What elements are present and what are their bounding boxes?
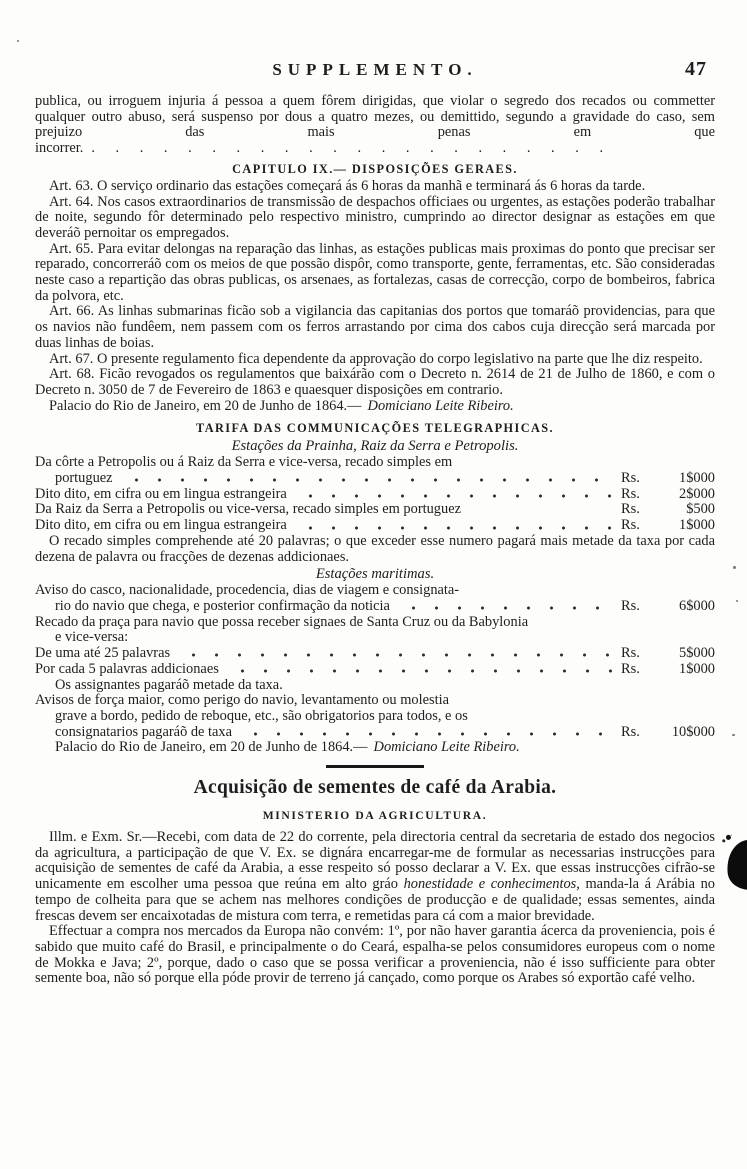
tariff-row (35, 646, 715, 662)
currency-label: Rs. (621, 723, 640, 740)
price-value: 2$000 (679, 485, 715, 502)
tariff-row (35, 455, 715, 471)
price-value: 1$000 (679, 517, 715, 534)
tariff-heading: TARIFA DAS COMMUNICAÇÕES TELEGRAPHICAS. (196, 421, 554, 436)
currency-label: Rs. (621, 660, 640, 677)
tariff-row (35, 518, 715, 534)
tariff-row (35, 502, 715, 518)
tariff-row-text: consignatarios pagaráõ de taxa (55, 723, 233, 740)
page-number: 47 (685, 58, 707, 80)
currency-label: Rs. (621, 501, 640, 518)
tariff-row (35, 693, 715, 709)
tariff-row-text: Da Raiz da Serra a Petropolis ou vice-versa, recado simples em portuguez (35, 501, 461, 518)
price-value: 5$000 (679, 645, 715, 662)
page-title: SUPPLEMENTO. (272, 60, 478, 79)
tariff-row-text: Dito dito, em cifra ou em lingua estrangeira (35, 517, 287, 534)
tariff-row (35, 487, 715, 503)
tariff-row-text: Recado da praça para navio que possa receber signaes de Santa Cruz ou da Babylonia (35, 613, 529, 630)
currency-label: Rs. (621, 485, 640, 502)
signature-name: Domiciano Leite Ribeiro. (367, 397, 514, 414)
dot-leader (229, 667, 615, 676)
tariff-row-text: Da côrte a Petropolis ou á Raiz da Serra e vice-versa, recado simples em (35, 454, 453, 471)
ministry-heading: MINISTERIO DA AGRICULTURA. (262, 809, 488, 823)
price-value: $500 (686, 501, 715, 518)
dot-leader (242, 729, 615, 738)
currency-label: Rs. (621, 517, 640, 534)
body-paragraph: Effectuar a compra nos mercados da Europa não convém: 1º, por não haver garantia ácerca da proveniencia, pois é sabido que muito café do Brasil, e principalmente o do Ceará, espalha-se pelos consumidores europeus com o nome de Mokka e Java; 2º, porque, dado o caso que se possa verificar a proveniencia, não é isso sufficiente para obter semente boa, não só porque ella póde provir de terreno já cançado, como porque os Arabes só exportão café velho. (35, 923, 715, 987)
scan-speck (17, 40, 19, 42)
article-65: Art. 65. Para evitar delongas na reparação das linhas, as estações publicas mais proximas do ponto que precisar ser reparado, concorreráõ com os meios de que possão dispôr, como transporte, gente, ferramentas, etc. São consideradas neste caso a repartição das obras publicas, os arsenaes, as fortalezas, casas de correcção, corpo de bombeiros, fabrica da polvora, etc. (35, 240, 715, 304)
tariff-row-text: Por cada 5 palavras addicionaes (35, 660, 219, 677)
paragraph-text: manda-la á Arábia no tempo de colheita para que se achem nas melhores condições de producção e de qualidade; essas sementes, ainda frescas devem ser encaixotadas de mistura com terra, e remetidas para cá com a maior brevidade. (35, 876, 715, 924)
scan-speck (732, 734, 735, 736)
tariff-stations-subheading: Estações da Prainha, Raiz da Serra e Petropolis. (231, 438, 519, 455)
tariff-row (35, 662, 715, 678)
price-value: 6$000 (679, 597, 715, 614)
currency-label: Rs. (621, 597, 640, 614)
tariff-row-text: De uma até 25 palavras (35, 645, 171, 662)
article-63: Art. 63. O serviço ordinario das estações começará ás 6 horas da manhã e terminará ás 6 horas da tarde. (49, 177, 646, 194)
chapter-heading: CAPITULO IX.— DISPOSIÇÕES GERAES. (232, 161, 518, 176)
tariff-row-text: Os assignantes pagaráõ metade da taxa. (55, 676, 283, 693)
tariff-row (35, 471, 715, 487)
tariff-row (35, 599, 715, 615)
tariff-row (35, 630, 715, 646)
section-divider-rule (326, 765, 424, 768)
tariff-row-text: Dito dito, em cifra ou em lingua estrangeira (35, 485, 287, 502)
tariff-row-text: Avisos de força maior, como perigo do navio, levantamento ou molestia (35, 692, 449, 709)
tariff-note: O recado simples comprehende até 20 palavras; o que exceder esse numero pagará mais metade da taxa por cada dezena de palavra ou fracções de dezenas addicionaes. (35, 532, 715, 565)
article-66: Art. 66. As linhas submarinas ficão sob a vigilancia das capitanias dos portos que tomaráõ providencias, para que os navios não fundêem, nem passem com os ferros arrastando por cima dos cabos cuja direcção será marcada por duas linhas de boias. (35, 303, 715, 351)
ink-blot-artifact (724, 840, 747, 892)
article-64: Art. 64. Nos casos extraordinarios de transmissão de despachos officiaes ou urgentes, as estações poderão trabalhar de noite, segundo fôr determinado pelo respectivo ministro, cumprindo ao director designar as estações em que deveráõ pernoitar os empregados. (35, 193, 715, 241)
tariff-row-text: rio do navio que chega, e posterior confirmação da noticia (55, 597, 390, 614)
tariff-row (35, 678, 715, 694)
maritime-table (35, 583, 715, 740)
tariff-row-text: Aviso do casco, nacionalidade, procedencia, dias de viagem e consignata- (35, 582, 460, 599)
dot-leader (123, 476, 615, 485)
signature-name: Domiciano Leite Ribeiro. (373, 739, 520, 756)
dot-leader (400, 604, 615, 613)
dot-leader (297, 491, 615, 500)
tariff-row (35, 709, 715, 725)
intro-paragraph (35, 94, 715, 157)
dot-leader-trailer: . . . . . . . . . . . . . . . . . . . . . . (91, 140, 604, 157)
tariff-table (35, 455, 715, 534)
currency-label: Rs. (621, 645, 640, 662)
signature-line (35, 399, 715, 415)
tariff-row (35, 615, 715, 631)
spacer (471, 507, 615, 516)
tariff-row-text: portuguez (55, 470, 113, 487)
dot-leader (297, 523, 615, 532)
signature-place-date: Palacio do Rio de Janeiro, em 20 de Junho de 1864.— (55, 739, 368, 756)
body-paragraph (35, 830, 715, 924)
paragraph-italic-text: honestidade e conhecimentos, (403, 876, 580, 893)
tariff-row (35, 583, 715, 599)
price-value: 1$000 (679, 470, 715, 487)
article-title: Acquisição de sementes de café da Arabia. (193, 777, 557, 799)
tariff-row-text: e vice-versa: (55, 629, 129, 646)
currency-label: Rs. (621, 470, 640, 487)
paragraph-text: Illm. e Exm. Sr.—Recebi, com data de 22 do corrente, pela directoria central da secretaria de estado dos negocios da agricultura, a participação de que V. Ex. se dignára encarregar-me de formular as necessarias instrucções para acquisição de sementes de café da Arabia, a esse respeito só posso declarar a V. Ex. que essas instrucções cifrão-se unicamente em escolher uma pessoa que reúna em alto gráo (35, 829, 715, 893)
article-67: Art. 67. O presente regulamento fica dependente da approvação do corpo legislativo na parte que lhe diz respeito. (49, 350, 703, 367)
tariff-row-text: grave a bordo, pedido de reboque, etc., são obrigatorios para todos, e os (55, 707, 468, 724)
scan-speck (736, 600, 738, 602)
intro-text: publica, ou irroguem injuria á pessoa a quem fôrem dirigidas, que violar o segredo dos recados ou commetter qualquer outro abuso, será suspenso por dous a quatro mezes, ou demittido, segundo a gravidade do caso, sem prejuizo das mais penas em que incorrer. (35, 93, 715, 157)
dot-leader (180, 651, 615, 660)
price-value: 10$000 (671, 723, 715, 740)
tariff-row (35, 725, 715, 741)
page-header (35, 60, 715, 84)
signature-place-date: Palacio do Rio de Janeiro, em 20 de Junho de 1864.— (49, 397, 362, 414)
scan-speck (733, 566, 736, 569)
article-68: Art. 68. Ficão revogados os regulamentos que baixárão com o Decreto n. 2614 de 21 de Julho de 1860, e com o Decreto n. 3050 de 7 de Fevereiro de 1863 e quaesquer disposições em contrario. (35, 366, 715, 398)
maritime-subheading: Estações maritimas. (315, 566, 435, 583)
price-value: 1$000 (679, 660, 715, 677)
signature-line (35, 740, 715, 756)
